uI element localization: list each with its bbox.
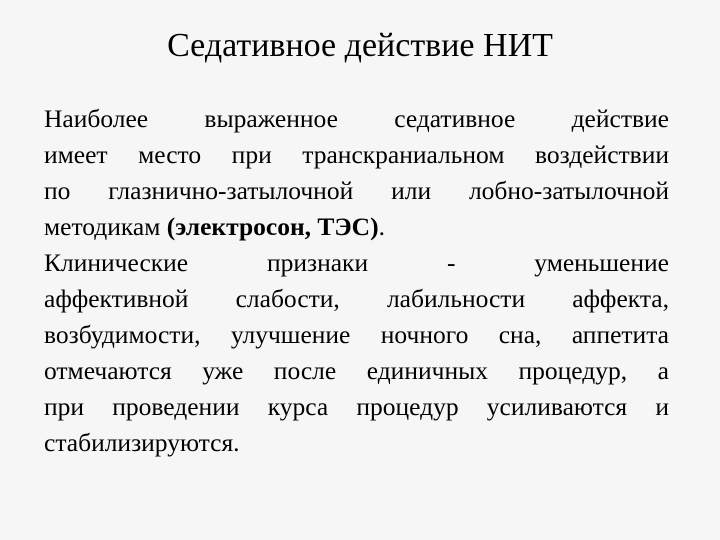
methods-text: методикам [44,212,167,241]
word: действие [571,104,669,133]
text-line-6 [44,281,669,317]
word: - [446,248,456,277]
slide-body-text [44,101,669,461]
word: лабильности [386,284,526,313]
word: проведении [112,392,240,421]
text-line-7 [44,317,669,353]
word: а [657,356,669,385]
word: аффективной [44,284,189,313]
text-line-1 [44,101,669,137]
word: или [391,176,432,205]
word: отмечаются [44,356,172,385]
word: процедур, [518,356,628,385]
methods-period: . [378,212,385,241]
word: уже [202,356,244,385]
word: усиливаются [486,392,628,421]
word: улучшение [230,320,351,349]
slide-title: Седативное действие НИТ [167,27,553,64]
word: процедур [356,392,459,421]
word: Наиболее [44,104,149,133]
word: ночного [380,320,469,349]
word: седативное [394,104,516,133]
text-line-9 [44,389,669,425]
word: глазнично-затылочной [108,176,354,205]
word: выраженное [204,104,338,133]
word: признаки [266,248,369,277]
word: транскраниальном [302,140,505,169]
word: уменьшение [534,248,669,277]
text-line-3 [44,173,669,209]
word: возбудимости, [44,320,201,349]
word: единичных [366,356,488,385]
last-line-text: стабилизируются. [44,428,240,457]
word: имеет [44,140,108,169]
word: лобно-затылочной [468,176,669,205]
word: и [655,392,669,421]
text-line-8 [44,353,669,389]
word: сна, [498,320,542,349]
word: место [138,140,202,169]
word: воздействии [535,140,669,169]
word: аппетита [571,320,669,349]
word: после [273,356,337,385]
methods-bold-text: (электросон, ТЭС) [166,212,379,241]
word: Клинические [44,248,189,277]
text-line-2 [44,137,669,173]
word: по [44,176,71,205]
word: при [231,140,272,169]
word: при [44,392,85,421]
word: курса [267,392,329,421]
text-line-10 [44,425,669,461]
text-line-5 [44,245,669,281]
word: аффекта, [572,284,669,313]
text-line-4 [44,209,669,245]
word: слабости, [235,284,340,313]
